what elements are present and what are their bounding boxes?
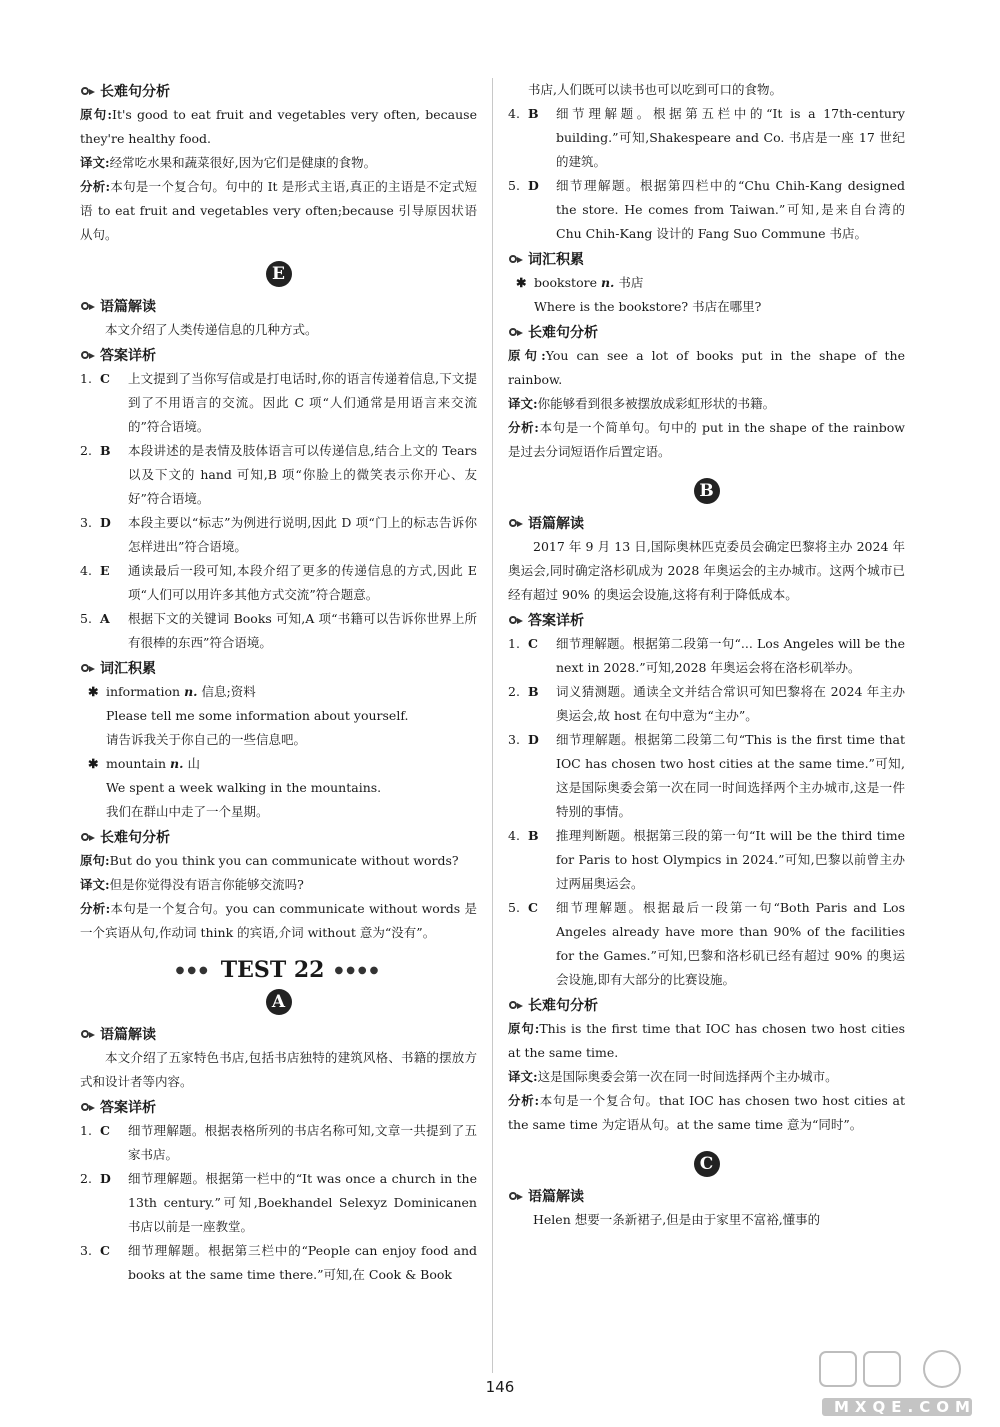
answer-item: 4. B 推理判断题。根据第三段的第一句“It will be the third time for Paris to host Olympics in 2024.”可知,巴黎以前曾主办过两届奥运会。 [508,828,905,891]
answer-item: 3. D 细节理解题。根据第二段第二句“This is the first time that IOC has chosen two host cities at the same time.”可知,这是国际奥委会第一次在同一时间选择两个主办城市,这是一件特别的事情。 [508,732,905,819]
reading-summary: Helen 想要一条新裙子,但是由于家里不富裕,懂事的 [533,1212,821,1227]
section-arrow-icon [508,613,526,627]
translation: 译文:这是国际奥委会第一次在同一时间选择两个主办城市。 [508,1069,838,1084]
analysis: 分析:本句是一个复合句。that IOC has chosen two host cities at the same time 为定语从句。at the same time 意为“同时”。 [508,1093,905,1132]
reading-heading: 语篇解读 [508,512,905,534]
vocab-example-cn: 我们在群山中走了一个星期。 [106,804,269,819]
answers-heading: 答案详析 [80,1096,477,1118]
asterisk-icon: ✱ [516,275,527,290]
left-column [80,78,477,1287]
reading-summary: 本文介绍了五家特色书店,包括书店独特的建筑风格、书籍的摆放方式和设计者等内容。 [80,1050,477,1089]
section-arrow-icon [80,661,98,675]
answer-item: 2. B 词义猜测题。通读全文并结合常识可知巴黎将在 2024 年主办奥运会,故 host 在句中意为“主办”。 [508,684,905,723]
vocab-example: Please tell me some information about yourself. [106,708,409,723]
vocab-heading: 词汇积累 [508,248,905,270]
section-badge-c: C [508,1151,905,1177]
section-arrow-icon [508,252,526,266]
reading-heading: 语篇解读 [508,1185,905,1207]
original-sentence: 原句:You can see a lot of books put in the shape of the rainbow. [508,348,905,387]
section-arrow-icon [80,1100,98,1114]
section-arrow-icon [508,325,526,339]
answers-heading: 答案详析 [508,609,905,631]
section-badge-a: A [80,989,477,1015]
answers-heading: 答案详析 [80,344,477,366]
answer-item: 5. A 根据下文的关键词 Books 可知,A 项“书籍可以告诉你世界上所有很棒的东西”符合语境。 [80,611,477,650]
vocab-heading: 词汇积累 [80,657,477,679]
long-sentence-heading: 长难句分析 [508,994,905,1016]
right-column [508,78,905,1232]
decorative-dots: ●●●● [334,964,382,976]
answer-continuation: 书店,人们既可以读书也可以吃到可口的食物。 [528,82,782,97]
original-sentence: 原句:This is the first time that IOC has chosen two host cities at the same time. [508,1021,905,1060]
reading-heading: 语篇解读 [80,295,477,317]
section-arrow-icon [80,830,98,844]
watermark-logo [812,1346,992,1422]
reading-summary: 本文介绍了人类传递信息的几种方式。 [105,322,318,337]
original-sentence: 原句:But do you think you can communicate without words? [80,853,459,868]
answer-item: 1. C 上文提到了当你写信或是打电话时,你的语言传递着信息,下文提到了不用语言的交流。因此 C 项“人们通常是用语言来交流的”符合语境。 [80,371,477,434]
translation: 译文:但是你觉得没有语言你能够交流吗? [80,877,304,892]
test-heading: ●●● TEST 22 ●●●● [175,957,382,983]
section-arrow-icon [508,1189,526,1203]
section-arrow-icon [80,1027,98,1041]
section-arrow-icon [80,84,98,98]
analysis: 分析:本句是一个复合句。句中的 It 是形式主语,真正的主语是不定式短语 to eat fruit and vegetables very often;because 引导原因状语从句。 [80,179,477,242]
vocab-example: Where is the bookstore? 书店在哪里? [534,299,762,314]
svg-text:MXQE.COM: MXQE.COM [834,1398,976,1416]
translation: 译文:经常吃水果和蔬菜很好,因为它们是健康的食物。 [80,155,377,170]
answer-item: 1. C 细节理解题。根据第二段第一句“... Los Angeles will be the next in 2028.”可知,2028 年奥运会将在洛杉矶举办。 [508,636,905,675]
answer-item: 3. C 细节理解题。根据第三栏中的“People can enjoy food and books at the same time there.”可知,在 Cook & Book [80,1243,477,1282]
section-arrow-icon [508,998,526,1012]
section-arrow-icon [508,516,526,530]
section-arrow-icon [80,299,98,313]
reading-heading: 语篇解读 [80,1023,477,1045]
answer-item: 5. C 细节理解题。根据最后一段第一句“Both Paris and Los Angeles already have more than 90% of the facilities for the Games.”可知,巴黎和洛杉矶已经有超过 90% 的奥运会设施,即有大部分的比赛设施。 [508,900,905,987]
analysis: 分析:本句是一个简单句。句中的 put in the shape of the rainbow 是过去分词短语作后置定语。 [508,420,905,459]
reading-summary: 2017 年 9 月 13 日,国际奥林匹克委员会确定巴黎将主办 2024 年奥运会,同时确定洛杉矶成为 2028 年奥运会的主办城市。这两个城市已经有超过 90% 的奥运会设施,这将有利于降低成本。 [508,539,905,602]
answer-item: 4. E 通读最后一段可知,本段介绍了更多的传递信息的方式,因此 E 项“人们可以用许多其他方式交流”符合题意。 [80,563,477,602]
asterisk-icon: ✱ [88,756,99,771]
vocab-entry: ✱ mountain n. 山 [88,752,477,776]
section-badge-e: E [80,261,477,287]
translation: 译文:你能够看到很多被摆放成彩虹形状的书籍。 [508,396,776,411]
analysis: 分析:本句是一个复合句。you can communicate without words 是一个宾语从句,作动词 think 的宾语,介词 without 意为“没有”。 [80,901,477,940]
answer-item: 2. D 细节理解题。根据第一栏中的“It was once a church in the 13th century.”可知,Boekhandel Selexyz Dominicanen 书店以前是一座教堂。 [80,1171,477,1234]
answer-item: 5. D 细节理解题。根据第四栏中的“Chu Chih-Kang designed the store. He comes from Taiwan.”可知,是来自台湾的 Chu Chih-Kang 设计的 Fang Suo Commune 书店。 [508,178,905,241]
column-divider [492,78,493,1373]
answer-item: 4. B 细节理解题。根据第五栏中的“It is a 17th-century building.”可知,Shakespeare and Co. 书店是一座 17 世纪的建筑。 [508,106,905,169]
decorative-dots: ●●● [175,964,211,976]
section-arrow-icon [80,348,98,362]
page-number: 146 [485,1378,515,1396]
long-sentence-heading: 长难句分析 [80,80,477,102]
vocab-example-cn: 请告诉我关于你自己的一些信息吧。 [106,732,307,747]
answer-item: 2. B 本段讲述的是表情及肢体语言可以传递信息,结合上文的 Tears 以及下文的 hand 可知,B 项“你脸上的微笑表示你开心、友好”符合语境。 [80,443,477,506]
long-sentence-heading: 长难句分析 [508,321,905,343]
section-badge-b: B [508,478,905,504]
vocab-example: We spent a week walking in the mountains. [106,780,382,795]
vocab-entry: ✱ information n. 信息;资料 [88,680,477,704]
answer-item: 3. D 本段主要以“标志”为例进行说明,因此 D 项“门上的标志告诉你怎样进出”符合语境。 [80,515,477,554]
vocab-entry: ✱ bookstore n. 书店 [516,271,905,295]
long-sentence-heading: 长难句分析 [80,826,477,848]
answer-item: 1. C 细节理解题。根据表格所列的书店名称可知,文章一共提到了五家书店。 [80,1123,477,1162]
original-sentence: 原句:It's good to eat fruit and vegetables very often, because they're healthy food. [80,107,477,146]
asterisk-icon: ✱ [88,684,99,699]
